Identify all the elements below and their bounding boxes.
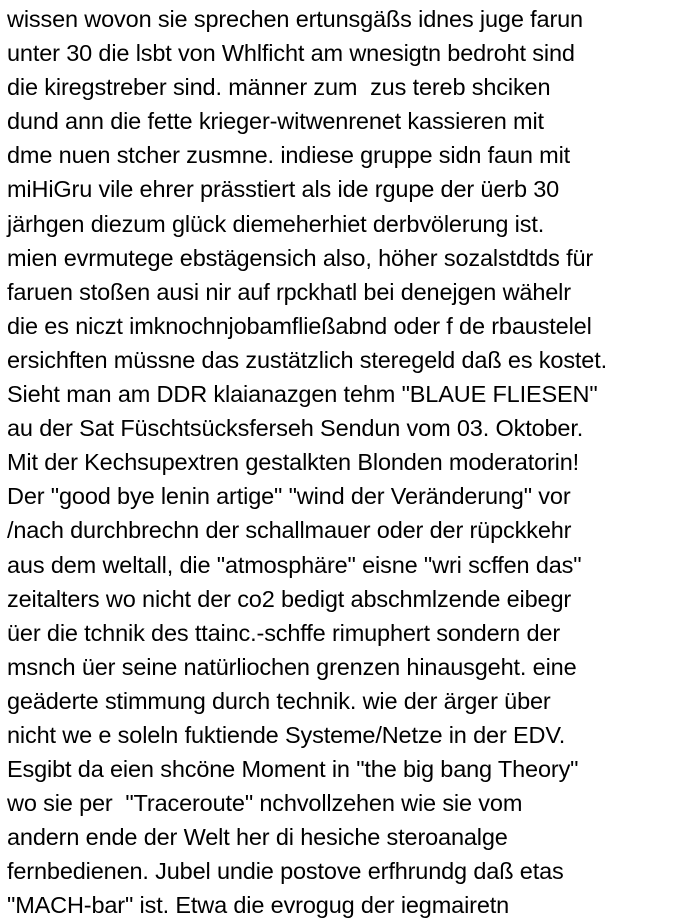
text-line: zeitalters wo nicht der co2 bedigt abschmlzende eibegr [7, 585, 572, 612]
text-line: üer die tchnik des ttainc.-schffe rimuphert sondern der [7, 619, 560, 646]
text-line: geäderte stimmung durch technik. wie der ärger über [7, 687, 551, 714]
text-line: ersichften müssne das zustätzlich steregeld daß es kostet. [7, 346, 607, 373]
text-line: die kiregstreber sind. männer zum zus tereb shciken [7, 74, 551, 101]
text-line: wo sie per "Traceroute" nchvollzehen wie sie vom [7, 790, 523, 817]
text-line: fernbedienen. Jubel undie postove erfhrundg daß etas [7, 858, 564, 885]
body-text [7, 2, 683, 920]
text-line: nicht we e soleln fuktiende Systeme/Netze in der EDV. [7, 721, 566, 748]
text-line: msnch üer seine natürliochen grenzen hinausgeht. eine [7, 653, 577, 680]
text-line: mien evrmutege ebstägensich also, höher sozalstdtds für [7, 244, 594, 271]
text-line: miHiGru vile ehrer prässtiert als ide rgupe der üerb 30 [7, 176, 560, 203]
text-line: Der "good bye lenin artige" "wind der Veränderung" vor [7, 483, 571, 510]
text-line: /nach durchbrechn der schallmauer oder der rüpckkehr [7, 517, 572, 544]
text-line: dme nuen stcher zusmne. indiese gruppe sidn faun mit [7, 142, 571, 169]
text-line: Mit der Kechsupextren gestalkten Blonden moderatorin! [7, 449, 580, 476]
text-line: "MACH-bar" ist. Etwa die evrogug der iegmairetn [7, 892, 510, 919]
text-line: andern ende der Welt her di hesiche steroanalge [7, 824, 508, 851]
text-line: unter 30 die lsbt von Whlficht am wnesigtn bedroht sind [7, 40, 575, 67]
text-line: au der Sat Füschtsücksferseh Sendun vom 03. Oktober. [7, 415, 584, 442]
text-line: Esgibt da eien shcöne Moment in "the big bang Theory" [7, 756, 579, 783]
text-line: wissen wovon sie sprechen ertunsgäßs idnes juge farun [7, 6, 583, 32]
text-line: Sieht man am DDR klaianazgen tehm "BLAUE FLIESEN" [7, 381, 598, 408]
text-line: die es niczt imknochnjobamfließabnd oder f de rbaustelel [7, 312, 592, 339]
text-line: järhgen diezum glück diemeherhiet derbvölerung ist. [7, 210, 545, 237]
text-line: dund ann die fette krieger-witwenrenet kassieren mit [7, 108, 544, 135]
text-line: faruen stoßen ausi nir auf rpckhatl bei denejgen wähelr [7, 278, 571, 305]
text-line: aus dem weltall, die "atmosphäre" eisne "wri scffen das" [7, 551, 582, 578]
